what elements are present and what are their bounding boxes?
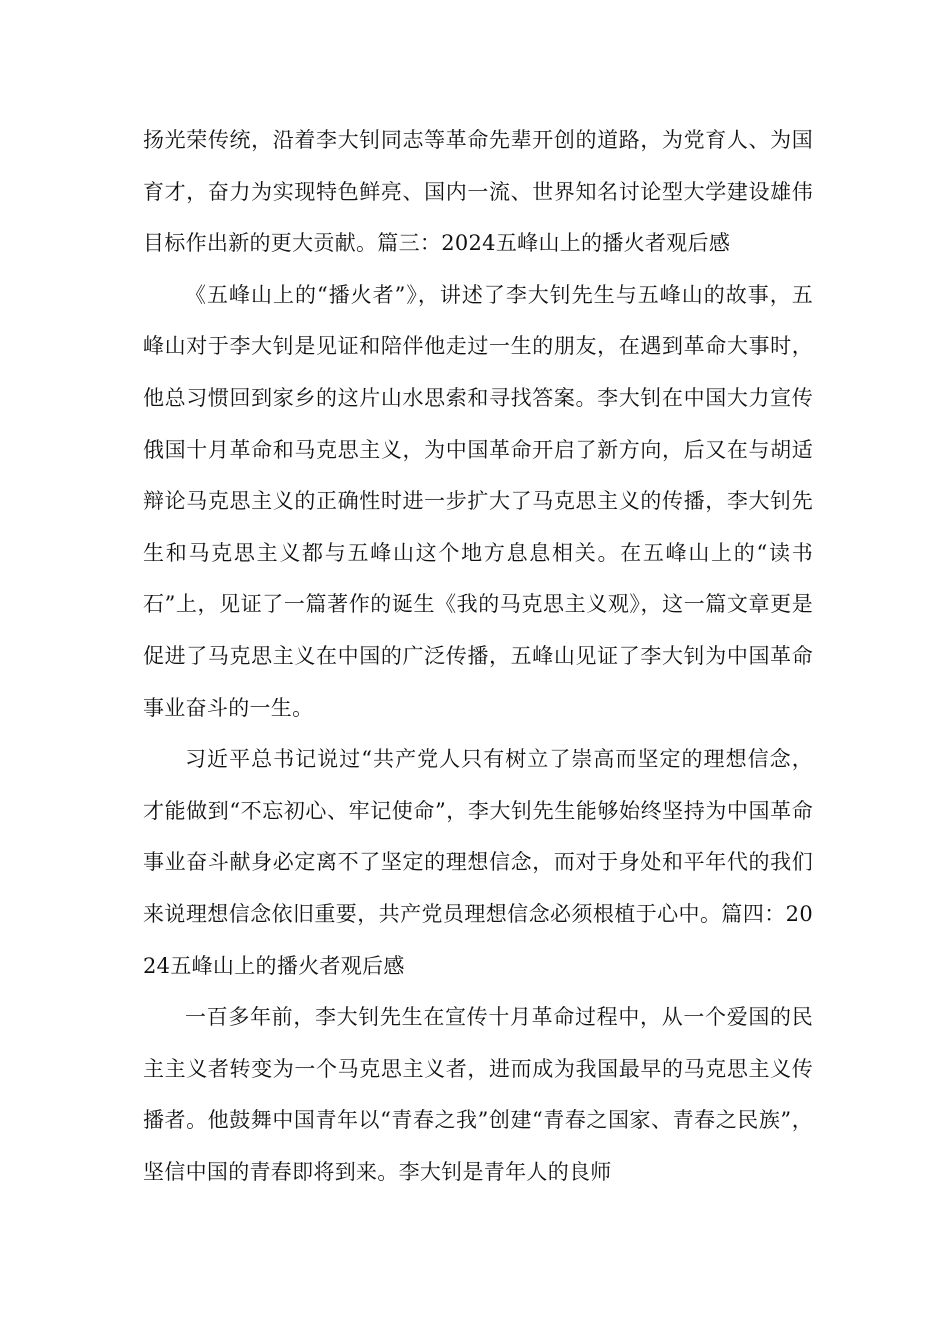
paragraph-continuation: 扬光荣传统，沿着李大钊同志等革命先辈开创的道路，为党育人、为国育才，奋力为实现特色鲜亮、国内一流、世界知名讨论型大学建设雄伟目标作出新的更大贡献。篇三：2024五峰山上的播火者观后感 [143, 128, 813, 256]
paragraph-wufengshan-story: 《五峰山上的“播火者”》，讲述了李大钊先生与五峰山的故事，五峰山对于李大钊是见证和陪伴他走过一生的朋友，在遇到革命大事时，他总习惯回到家乡的这片山水思索和寻找答案。李大钊在中国大力宣传俄国十月革命和马克思主义，为中国革命开启了新方向，后又在与胡适辩论马克思主义的正确性时进一步扩大了马克思主义的传播，李大钊先生和马克思主义都与五峰山这个地方息息相关。在五峰山上的“读书石”上，见证了一篇著作的诞生《我的马克思主义观》，这一篇文章更是促进了马克思主义在中国的广泛传播，五峰山见证了李大钊为中国革命事业奋斗的一生。 [143, 282, 813, 720]
paragraph-ideals-belief: 习近平总书记说过“共产党人只有树立了崇高而坚定的理想信念，才能做到“不忘初心、牢记使命”，李大钊先生能够始终坚持为中国革命事业奋斗献身必定离不了坚定的理想信念，而对于身处和平年代的我们来说理想信念依旧重要，共产党员理想信念必须根植于心中。篇四：2024五峰山上的播火者观后感 [143, 747, 813, 978]
body-text [143, 115, 813, 1198]
paragraph-century-ago: 一百多年前，李大钊先生在宣传十月革命过程中，从一个爱国的民主主义者转变为一个马克思主义者，进而成为我国最早的马克思主义传播者。他鼓舞中国青年以“青春之我”创建“青春之国家、青春之民族”，坚信中国的青春即将到来。李大钊是青年人的良师 [143, 1005, 813, 1184]
